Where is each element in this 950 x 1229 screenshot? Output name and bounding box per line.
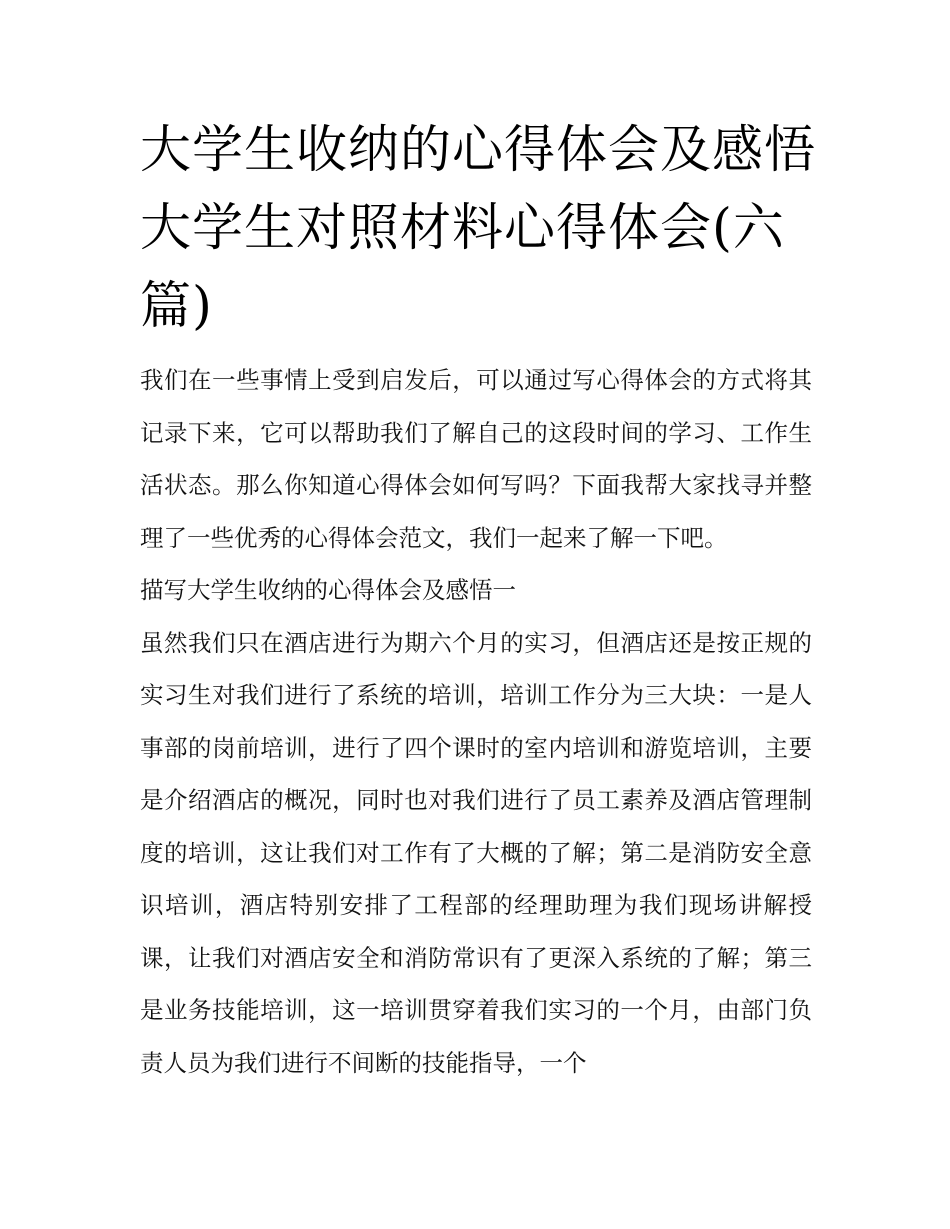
intro-paragraph: 我们在一些事情上受到启发后，可以通过写心得体会的方式将其记录下来，它可以帮助我们了解自己的这段时间的学习、工作生活状态。那么你知道心得体会如何写吗？下面我帮大家找寻并整理了一些优秀的心得体会范文，我们一起来了解一下吧。 xyxy=(140,366,812,552)
section-paragraph: 虽然我们只在酒店进行为期六个月的实习，但酒店还是按正规的实习生对我们进行了系统的培训，培训工作分为三大块：一是人事部的岗前培训，进行了四个课时的室内培训和游览培训，主要是介绍酒店的概况，同时也对我们进行了员工素养及酒店管理制度的培训，这让我们对工作有了大概的了解；第二是消防安全意识培训，酒店特别安排了工程部的经理助理为我们现场讲解授课，让我们对酒店安全和消防常识有了更深入系统的了解；第三是业务技能培训，这一培训贯穿着我们实习的一个月，由部门负责人员为我们进行不间断的技能指导，一个 xyxy=(140,628,812,1077)
section-heading: 描写大学生收纳的心得体会及感悟一 xyxy=(140,576,516,604)
document-body xyxy=(140,354,812,1089)
document-title: 大学生收纳的心得体会及感悟 大学生对照材料心得体会(六篇) xyxy=(140,121,817,336)
